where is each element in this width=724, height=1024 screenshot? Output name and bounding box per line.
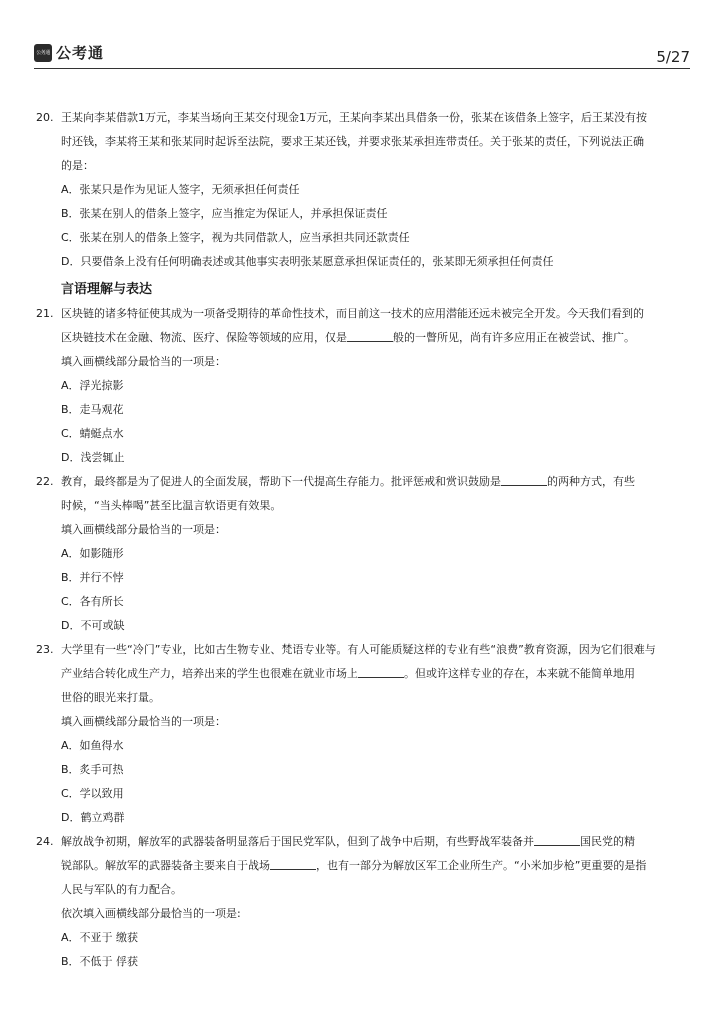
option-a: A．如鱼得水 (61, 739, 124, 752)
question-number: 24. (36, 835, 54, 848)
question-text: 人民与军队的有力配合。 (61, 883, 182, 896)
fill-blank (534, 833, 580, 846)
question-text: 时候，“当头棒喝”甚至比温言软语更有效果。 (61, 499, 282, 512)
question-24 (36, 830, 688, 974)
question-text: 解放战争初期，解放军的武器装备明显落后于国民党军队，但到了战争中后期，有些野战军装备并 (61, 835, 534, 848)
question-text: 区块链技术在金融、物流、医疗、保险等领域的应用，仅是 (61, 331, 347, 344)
question-23 (36, 638, 688, 830)
option-a: A．如影随形 (61, 547, 124, 560)
question-text: 的是： (61, 159, 94, 172)
page-number: 5/27 (656, 48, 690, 66)
section-title: 言语理解与表达 (61, 282, 153, 297)
option-c: C．张某在别人的借条上签字，视为共同借款人，应当承担共同还款责任 (61, 231, 410, 244)
question-prompt: 填入画横线部分最恰当的一项是： (61, 715, 226, 728)
question-number: 20. (36, 111, 54, 124)
option-d: D．不可或缺 (61, 619, 125, 632)
question-number: 21. (36, 307, 54, 320)
question-text: 产业结合转化成生产力，培养出来的学生也很难在就业市场上 (61, 667, 358, 680)
option-a: A．不亚于 缴获 (61, 931, 139, 944)
question-22 (36, 470, 688, 638)
option-b: B．不低于 俘获 (61, 955, 139, 968)
logo-text: 公考通 (56, 44, 105, 62)
fill-blank (347, 329, 393, 342)
question-text: 的两种方式，有些 (547, 475, 635, 488)
option-c: C．各有所长 (61, 595, 124, 608)
option-a: A．浮光掠影 (61, 379, 124, 392)
question-text: 时还钱，李某将王某和张某同时起诉至法院，要求王某还钱，并要求张某承担连带责任。关于张某的责任，下列说法正确 (61, 135, 644, 148)
question-number: 22. (36, 475, 54, 488)
question-text: 世俗的眼光来打量。 (61, 691, 160, 704)
page-header (34, 42, 690, 68)
question-prompt: 依次填入画横线部分最恰当的一项是: (61, 907, 241, 920)
question-prompt: 填入画横线部分最恰当的一项是： (61, 355, 226, 368)
fill-blank (358, 665, 404, 678)
option-d: D．只要借条上没有任何明确表述或其他事实表明张某愿意承担保证责任的，张某即无须承担任何责任 (61, 255, 554, 268)
logo-icon: 公务通 (34, 44, 52, 62)
header-divider (34, 68, 690, 69)
question-21 (36, 302, 688, 470)
option-c: C．蜻蜓点水 (61, 427, 124, 440)
fill-blank (270, 857, 316, 870)
option-b: B．并行不悖 (61, 571, 124, 584)
option-d: D．浅尝辄止 (61, 451, 125, 464)
question-text: 王某向李某借款1万元，李某当场向王某交付现金1万元，王某向李某出具借条一份，张某在该借条上签字，后王某没有按 (61, 111, 647, 124)
question-text: ，也有一部分为解放区军工企业所生产。“小米加步枪”更重要的是指 (316, 859, 647, 872)
fill-blank (501, 473, 547, 486)
option-b: B．炙手可热 (61, 763, 124, 776)
question-number: 23. (36, 643, 54, 656)
logo (34, 42, 104, 63)
option-a: A．张某只是作为见证人签字，无须承担任何责任 (61, 183, 300, 196)
question-text: 般的一瞥所见，尚有许多应用正在被尝试、推广。 (393, 331, 635, 344)
option-b: B．走马观花 (61, 403, 124, 416)
option-c: C．学以致用 (61, 787, 124, 800)
option-b: B．张某在别人的借条上签字，应当推定为保证人，并承担保证责任 (61, 207, 388, 220)
option-d: D．鹤立鸡群 (61, 811, 125, 824)
question-text: 国民党的精 (580, 835, 635, 848)
question-text: 。但或许这样专业的存在，本来就不能简单地用 (404, 667, 635, 680)
question-text: 锐部队。解放军的武器装备主要来自于战场 (61, 859, 270, 872)
question-prompt: 填入画横线部分最恰当的一项是： (61, 523, 226, 536)
question-text: 教育，最终都是为了促进人的全面发展，帮助下一代提高生存能力。批评惩戒和赏识鼓励是 (61, 475, 501, 488)
question-20 (36, 106, 688, 274)
question-text: 区块链的诸多特征使其成为一项备受期待的革命性技术，而目前这一技术的应用潜能还远未被完全开发。今天我们看到的 (61, 307, 644, 320)
question-text: 大学里有一些“冷门”专业，比如古生物专业、梵语专业等。有人可能质疑这样的专业有些“浪费”教育资源，因为它们很难与 (61, 643, 656, 656)
document-body (36, 106, 688, 974)
